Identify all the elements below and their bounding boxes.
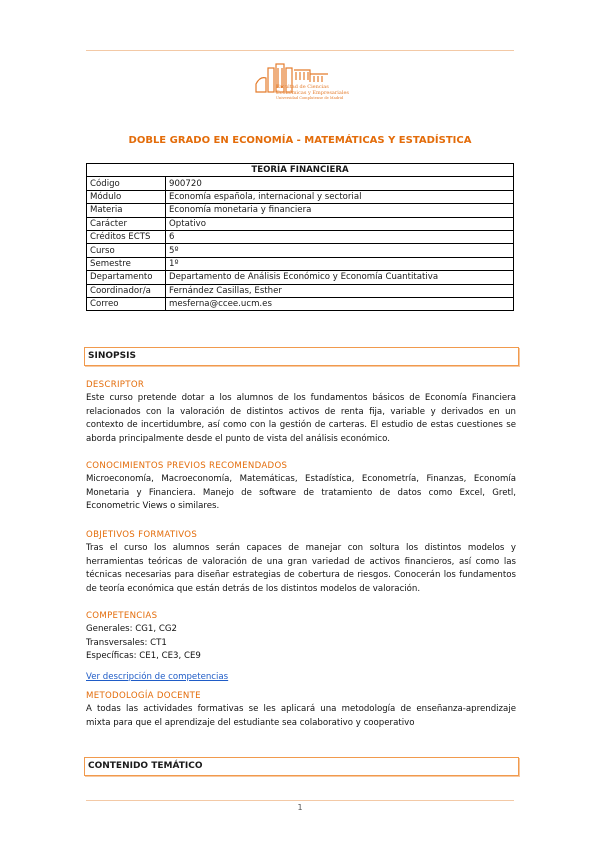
table-header-row xyxy=(87,164,514,177)
section-contenido-header: CONTENIDO TEMÁTICO xyxy=(84,757,519,776)
header-rule xyxy=(86,50,514,51)
previous-knowledge-text: Microeconomía, Macroeconomía, Matemáticas, Estadística, Econometría, Finanzas, Economía Monetaria y Financiera. Manejo de software de tratamiento de datos como Excel, Gretl, Econometric Views o similares. xyxy=(86,474,516,511)
row-label: Correo xyxy=(87,297,166,310)
row-label: Materia xyxy=(87,204,166,217)
table-row xyxy=(87,271,514,284)
document-title: DOBLE GRADO EN ECONOMÍA - MATEMÁTICAS Y ESTADÍSTICA xyxy=(128,135,472,146)
table-row xyxy=(87,257,514,270)
logo-line-1: Facultad de Ciencias xyxy=(276,84,329,90)
row-label: Módulo xyxy=(87,190,166,203)
row-value: Optativo xyxy=(166,217,514,230)
methodology-text: A todas las actividades formativas se les aplicará una metodología de enseñanza-aprendizaje mixta para que el aprendizaje del estudiante sea colaborativo y cooperativo xyxy=(86,704,516,728)
course-info-table xyxy=(86,163,514,311)
footer-rule xyxy=(86,800,514,801)
table-row xyxy=(87,190,514,203)
competences-specific: Específicas: CE1, CE3, CE9 xyxy=(86,651,201,661)
row-value: 5º xyxy=(166,244,514,257)
objectives-text: Tras el curso los alumnos serán capaces de manejar con soltura los distintos modelos y herramientas teóricas de valoración de una gran variedad de activos financieros, así como las técnicas necesarias para diseñar estrategias de cobertura de riesgos. Conocerán los fundamentos de teoría económica que están detrás de los distintos modelos de valoración. xyxy=(86,543,516,594)
row-label: Código xyxy=(87,177,166,190)
row-label: Curso xyxy=(87,244,166,257)
logo-caption xyxy=(276,85,358,102)
section-sinopsis-header: SINOPSIS xyxy=(84,347,519,366)
table-row xyxy=(87,284,514,297)
previous-knowledge-section xyxy=(86,460,516,514)
row-value: 900720 xyxy=(166,177,514,190)
row-value: 1º xyxy=(166,257,514,270)
competences-section xyxy=(86,610,516,684)
table-row xyxy=(87,217,514,230)
methodology-heading: METODOLOGÍA DOCENTE xyxy=(86,691,201,701)
row-value: Fernández Casillas, Esther xyxy=(166,284,514,297)
competences-link[interactable]: Ver descripción de competencias xyxy=(86,671,229,682)
row-value[interactable]: mesferna@ccee.ucm.es xyxy=(166,297,514,310)
row-value: 6 xyxy=(166,230,514,243)
logo-line-2: Económicas y Empresariales xyxy=(276,89,349,96)
table-row xyxy=(87,230,514,243)
table-row xyxy=(87,244,514,257)
row-label: Semestre xyxy=(87,257,166,270)
page-number: 1 xyxy=(297,803,303,812)
row-label: Departamento xyxy=(87,271,166,284)
row-value: Economía monetaria y financiera xyxy=(166,204,514,217)
row-label: Coordinador/a xyxy=(87,284,166,297)
course-name: TEORÍA FINANCIERA xyxy=(87,164,514,177)
table-row xyxy=(87,204,514,217)
objectives-heading: OBJETIVOS FORMATIVOS xyxy=(86,530,198,540)
descriptor-text: Este curso pretende dotar a los alumnos de los fundamentos básicos de Economía Financiera relacionados con la valoración de distintos activos de renta fija, variable y derivados en un contexto de incertidumbre, así como con la gestión de carteras. El estudio de estas cuestiones se aborda principalmente desde el punto de vista del análisis económico. xyxy=(86,393,516,444)
row-label: Créditos ECTS xyxy=(87,230,166,243)
table-row xyxy=(87,177,514,190)
row-value: Departamento de Análisis Económico y Economía Cuantitativa xyxy=(166,271,514,284)
objectives-section xyxy=(86,529,516,596)
competences-heading: COMPETENCIAS xyxy=(86,611,158,621)
descriptor-heading: DESCRIPTOR xyxy=(86,380,145,390)
methodology-section xyxy=(86,690,516,730)
row-value: Economía española, internacional y sectorial xyxy=(166,190,514,203)
row-label: Carácter xyxy=(87,217,166,230)
logo-line-3: Universidad Complutense de Madrid xyxy=(276,96,344,100)
table-row xyxy=(87,297,514,310)
previous-knowledge-heading: CONOCIMIENTOS PREVIOS RECOMENDADOS xyxy=(86,461,288,471)
competences-general: Generales: CG1, CG2 xyxy=(86,624,177,634)
descriptor-section xyxy=(86,379,516,446)
competences-transversal: Transversales: CT1 xyxy=(86,637,167,648)
